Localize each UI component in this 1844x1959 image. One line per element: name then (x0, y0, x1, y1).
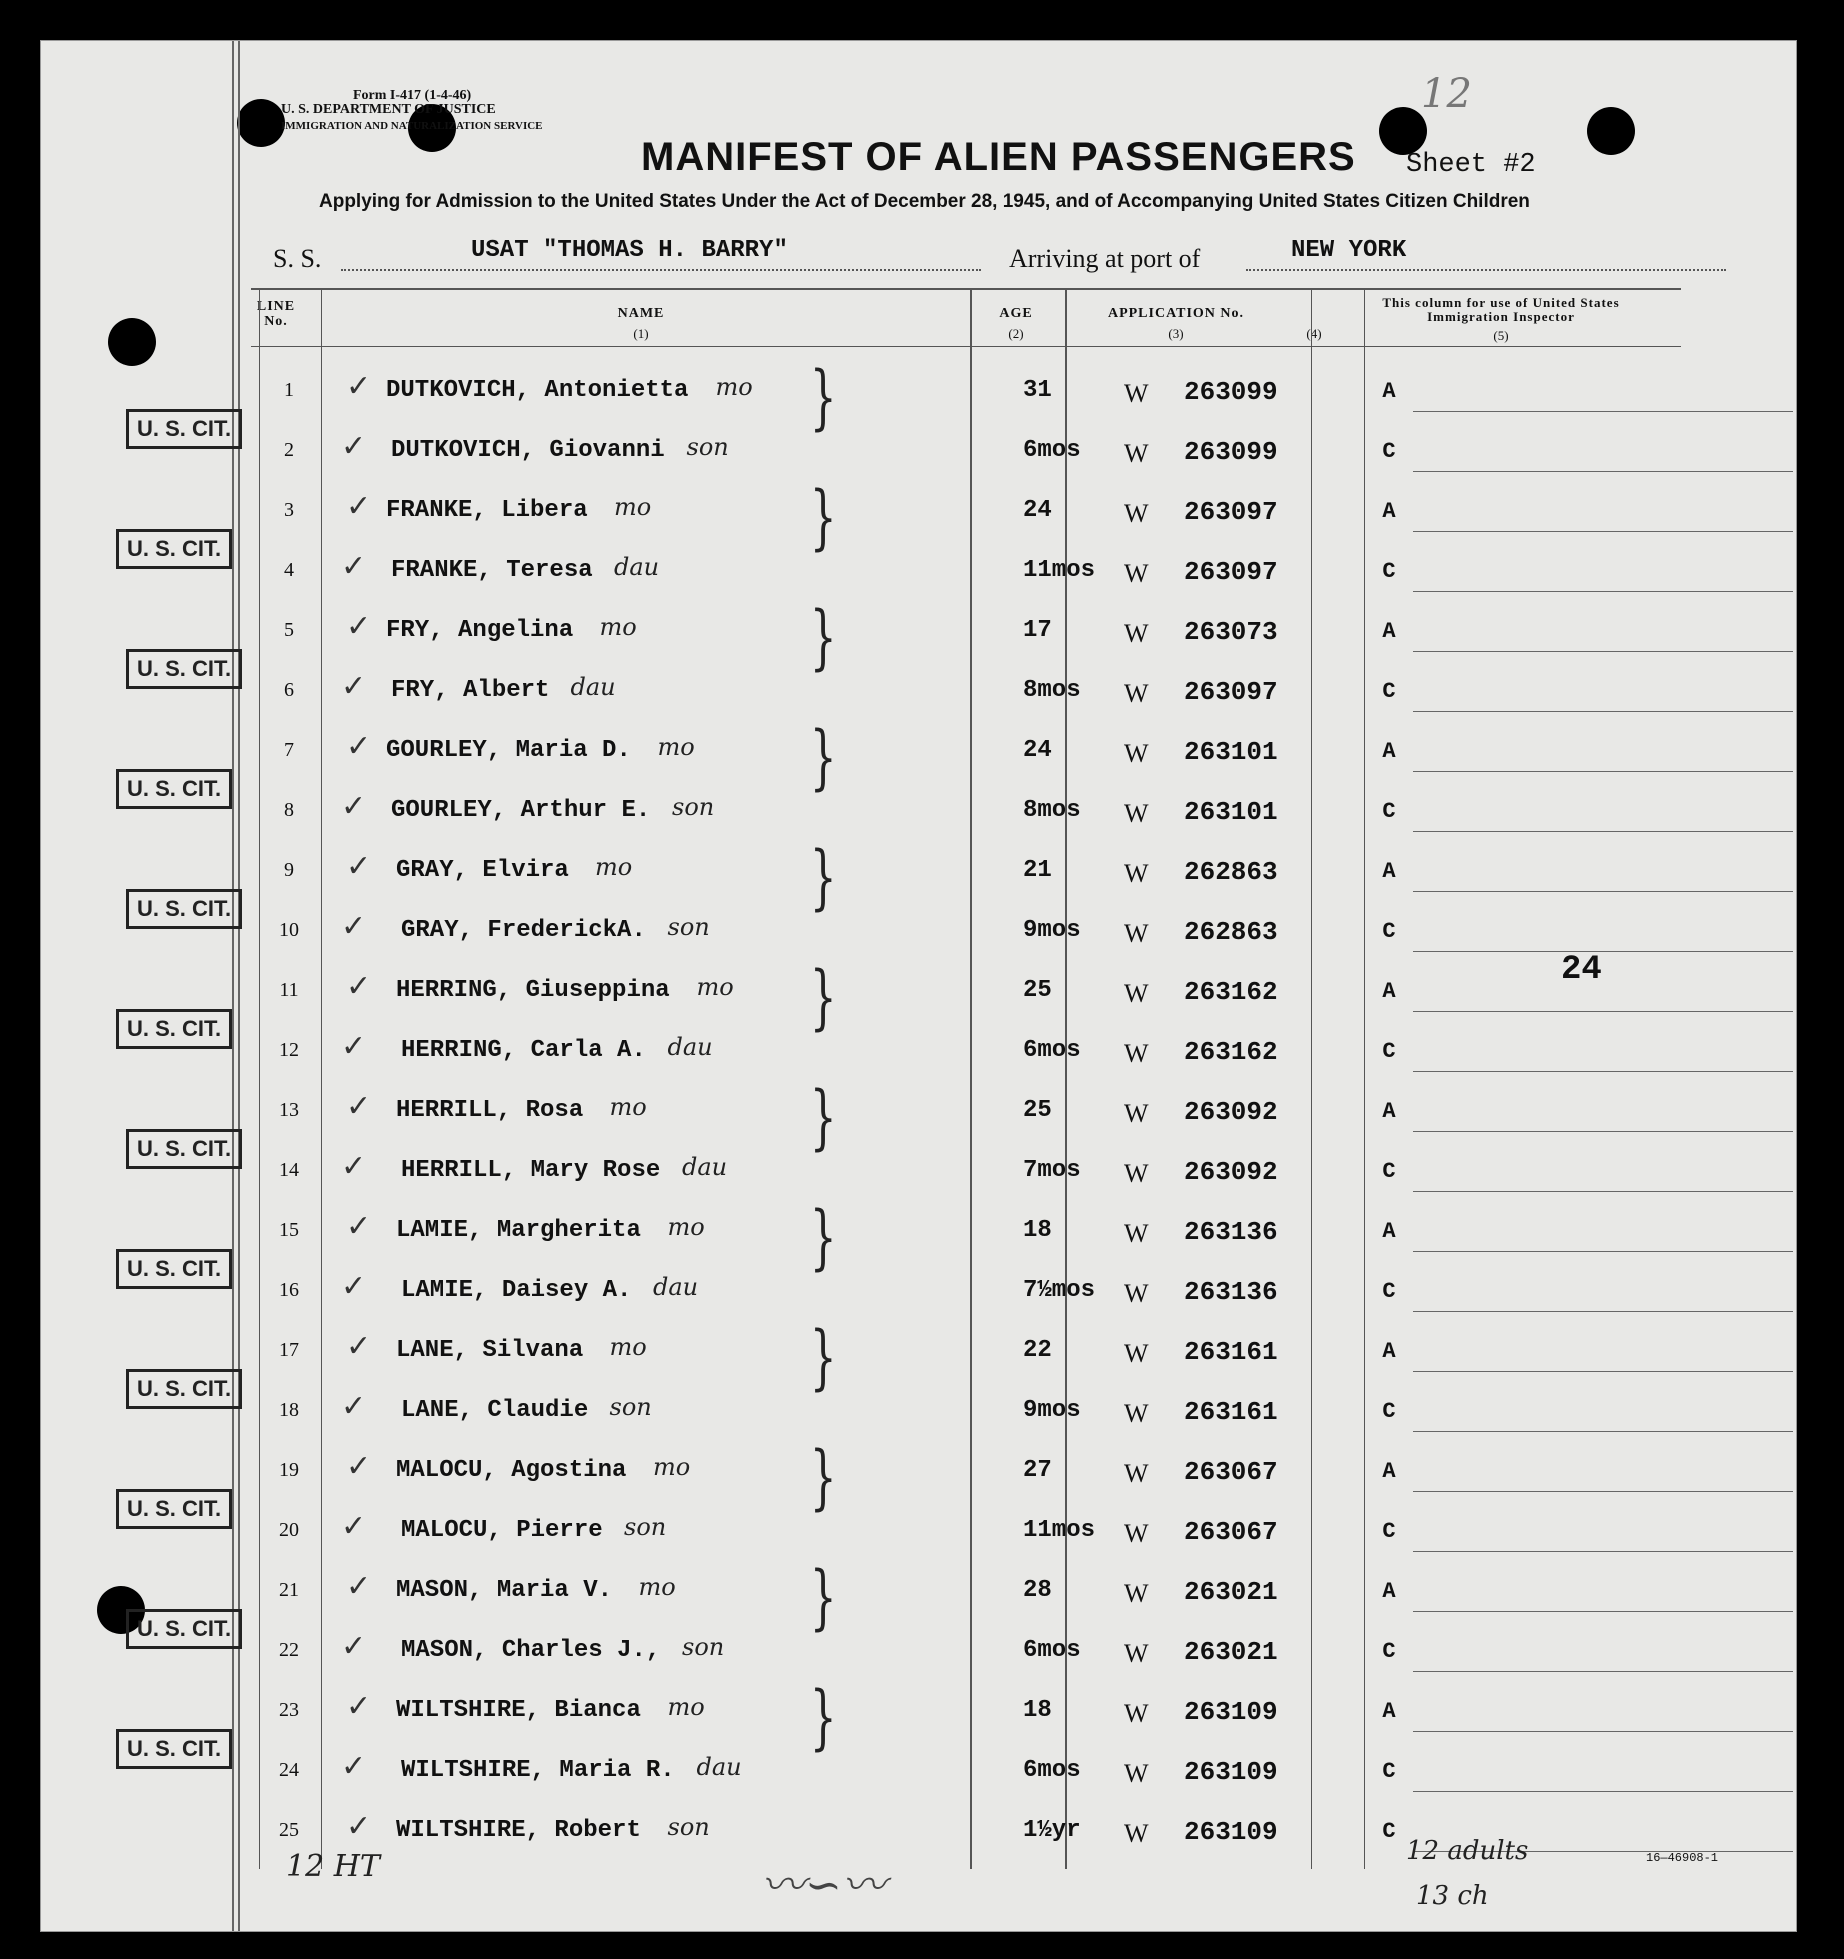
relationship-note: mo (653, 1453, 691, 1481)
application-number: 263101 (1184, 797, 1278, 827)
inspector-row-line (1413, 471, 1793, 472)
page-subtitle: Applying for Admission to the United States Under the Act of December 28, 1945, and of Accompanying United States Citizen Children (319, 191, 1530, 212)
check-mark-icon: ✓ (346, 1209, 372, 1244)
us-citizen-stamp: U. S. CIT. (126, 1609, 242, 1649)
application-prefix: W (1124, 1459, 1149, 1488)
passenger-name: LAMIE, Margherita (396, 1217, 641, 1244)
relationship-note: son (609, 1393, 652, 1421)
application-number: 263099 (1184, 437, 1278, 467)
passenger-age: 21 (1023, 857, 1052, 884)
inspector-row-line (1413, 591, 1793, 592)
relationship-note: mo (599, 613, 637, 641)
us-citizen-stamp: U. S. CIT. (116, 529, 232, 569)
port-name: NEW YORK (1291, 237, 1407, 264)
application-number: 263097 (1184, 497, 1278, 527)
punch-hole (1379, 107, 1427, 155)
application-number: 263136 (1184, 1277, 1278, 1307)
passenger-age: 7½mos (1023, 1277, 1096, 1304)
line-number: 1 (284, 379, 294, 401)
relationship-note: dau (614, 553, 660, 581)
table-top-line (251, 288, 1681, 290)
port-label: Arriving at port of (1009, 244, 1201, 273)
line-number: 5 (284, 619, 294, 641)
inspector-row-line (1413, 771, 1793, 772)
relationship-note: mo (696, 973, 734, 1001)
application-number: 263092 (1184, 1097, 1278, 1127)
class-code: A (1382, 619, 1396, 644)
passenger-name: GOURLEY, Maria D. (386, 737, 631, 764)
application-number: 263162 (1184, 1037, 1278, 1067)
us-citizen-stamp: U. S. CIT. (126, 409, 242, 449)
passenger-age: 31 (1023, 377, 1052, 404)
bottom-note-left: 12 HT (286, 1849, 380, 1884)
class-code: A (1382, 1579, 1396, 1604)
relationship-note: son (686, 433, 729, 461)
class-code: C (1382, 1039, 1396, 1064)
family-brace: } (809, 836, 837, 918)
ship-dotted-line (341, 269, 981, 271)
check-mark-icon: ✓ (346, 1809, 372, 1844)
inspector-row-line (1413, 411, 1793, 412)
passenger-age: 25 (1023, 1097, 1052, 1124)
passenger-name: GRAY, Elvira (396, 857, 569, 884)
application-number: 263161 (1184, 1337, 1278, 1367)
line-number: 17 (279, 1339, 299, 1361)
passenger-age: 11mos (1023, 557, 1096, 584)
family-brace: } (809, 716, 837, 798)
inspector-row-line (1413, 831, 1793, 832)
line-number: 18 (279, 1399, 299, 1421)
passenger-age: 18 (1023, 1697, 1052, 1724)
class-code: A (1382, 1699, 1396, 1724)
relationship-note: mo (609, 1333, 647, 1361)
col-application-number: (3) (1168, 326, 1184, 341)
relationship-note: dau (667, 1033, 713, 1061)
service-name: IMMIGRATION AND NATURALIZATION SERVICE (281, 120, 543, 132)
relationship-note: son (667, 1813, 710, 1841)
passenger-age: 17 (1023, 617, 1052, 644)
relationship-note: mo (638, 1573, 676, 1601)
family-brace: } (809, 1316, 837, 1398)
check-mark-icon: ✓ (341, 1629, 367, 1664)
inspector-row-line (1413, 1131, 1793, 1132)
passenger-age: 9mos (1023, 1397, 1081, 1424)
relationship-note: mo (667, 1213, 705, 1241)
line-number: 6 (284, 679, 294, 701)
us-citizen-stamp: U. S. CIT. (126, 889, 242, 929)
col-application-header: APPLICATION No. (1107, 306, 1245, 321)
check-mark-icon: ✓ (346, 1089, 372, 1124)
class-code: C (1382, 559, 1396, 584)
class-code: C (1382, 1759, 1396, 1784)
passenger-name: HERRING, Carla A. (401, 1037, 646, 1064)
relationship-note: mo (715, 373, 753, 401)
application-number: 263161 (1184, 1397, 1278, 1427)
relationship-note: mo (609, 1093, 647, 1121)
col-4-number: (4) (1306, 326, 1322, 341)
application-prefix: W (1124, 1339, 1149, 1368)
application-number: 263092 (1184, 1157, 1278, 1187)
passenger-age: 27 (1023, 1457, 1052, 1484)
signature: 〰∽〰 (761, 1860, 886, 1911)
inspector-row-line (1413, 1191, 1793, 1192)
check-mark-icon: ✓ (341, 1149, 367, 1184)
passenger-name: DUTKOVICH, Antonietta (386, 377, 689, 404)
passenger-name: FRY, Albert (391, 677, 550, 704)
department-name: U. S. DEPARTMENT OF JUSTICE (281, 102, 496, 117)
passenger-age: 6mos (1023, 1757, 1081, 1784)
col-inspector-header: This column for use of United States Immigration Inspector (1382, 295, 1620, 324)
application-prefix: W (1124, 1159, 1149, 1188)
us-citizen-stamp: U. S. CIT. (116, 1009, 232, 1049)
passenger-age: 18 (1023, 1217, 1052, 1244)
family-brace: } (809, 1436, 837, 1518)
line-number: 19 (279, 1459, 299, 1481)
check-mark-icon: ✓ (341, 1749, 367, 1784)
check-mark-icon: ✓ (341, 909, 367, 944)
application-prefix: W (1124, 439, 1149, 468)
line-number: 25 (279, 1819, 299, 1841)
passenger-name: HERRING, Giuseppina (396, 977, 670, 1004)
relationship-note: son (667, 913, 710, 941)
punch-hole (237, 99, 285, 147)
inspector-row-line (1413, 1671, 1793, 1672)
class-code: A (1382, 1339, 1396, 1364)
manifest-sheet (40, 40, 1797, 1932)
application-prefix: W (1124, 1579, 1149, 1608)
passenger-name: LAMIE, Daisey A. (401, 1277, 632, 1304)
us-citizen-stamp: U. S. CIT. (116, 1489, 232, 1529)
inspector-row-line (1413, 1731, 1793, 1732)
check-mark-icon: ✓ (341, 789, 367, 824)
class-code: C (1382, 679, 1396, 704)
us-citizen-stamp: U. S. CIT. (126, 1369, 242, 1409)
family-brace: } (809, 356, 837, 438)
passenger-name: GOURLEY, Arthur E. (391, 797, 651, 824)
passenger-age: 9mos (1023, 917, 1081, 944)
form-number: Form I-417 (1-4-46) (353, 88, 472, 103)
col-line-no-header: LINE No. (256, 299, 296, 329)
relationship-note: son (672, 793, 715, 821)
check-mark-icon: ✓ (346, 489, 372, 524)
passenger-name: MASON, Charles J., (401, 1637, 661, 1664)
passenger-name: GRAY, FrederickA. (401, 917, 646, 944)
punch-hole (1587, 107, 1635, 155)
passenger-name: DUTKOVICH, Giovanni (391, 437, 665, 464)
application-prefix: W (1124, 979, 1149, 1008)
line-number: 13 (279, 1099, 299, 1121)
line-number: 21 (279, 1579, 299, 1601)
ship-name: USAT "THOMAS H. BARRY" (471, 237, 788, 264)
line-number: 23 (279, 1699, 299, 1721)
application-prefix: W (1124, 1519, 1149, 1548)
class-code: C (1382, 799, 1396, 824)
class-code: A (1382, 739, 1396, 764)
check-mark-icon: ✓ (341, 429, 367, 464)
passenger-name: MALOCU, Agostina (396, 1457, 627, 1484)
family-brace: } (809, 1196, 837, 1278)
application-prefix: W (1124, 619, 1149, 648)
inspector-row-line (1413, 711, 1793, 712)
application-prefix: W (1124, 1279, 1149, 1308)
family-brace: } (809, 1076, 837, 1158)
check-mark-icon: ✓ (341, 1509, 367, 1544)
inspector-row-line (1413, 1491, 1793, 1492)
passenger-age: 8mos (1023, 797, 1081, 824)
line-number: 7 (284, 739, 294, 761)
passenger-age: 7mos (1023, 1157, 1081, 1184)
line-number: 14 (279, 1159, 299, 1181)
line-number: 10 (279, 919, 299, 941)
passenger-age: 1½yr (1023, 1817, 1081, 1844)
inspector-row-line (1413, 1311, 1793, 1312)
check-mark-icon: ✓ (346, 369, 372, 404)
class-code: C (1382, 1279, 1396, 1304)
relationship-note: mo (595, 853, 633, 881)
check-mark-icon: ✓ (346, 609, 372, 644)
passenger-name: FRANKE, Libera (386, 497, 588, 524)
line-number: 16 (279, 1279, 299, 1301)
passenger-age: 24 (1023, 737, 1052, 764)
check-mark-icon: ✓ (346, 729, 372, 764)
col-name-header: NAME (617, 306, 665, 321)
class-code: A (1382, 1459, 1396, 1484)
us-citizen-stamp: U. S. CIT. (116, 1249, 232, 1289)
inspector-row-line (1413, 1791, 1793, 1792)
passenger-name: WILTSHIRE, Robert (396, 1817, 641, 1844)
relationship-note: mo (614, 493, 652, 521)
check-mark-icon: ✓ (346, 1569, 372, 1604)
check-mark-icon: ✓ (341, 1269, 367, 1304)
check-mark-icon: ✓ (346, 1329, 372, 1364)
check-mark-icon: ✓ (346, 1689, 372, 1724)
line-number: 22 (279, 1639, 299, 1661)
port-dotted-line (1246, 269, 1726, 271)
application-prefix: W (1124, 1039, 1149, 1068)
application-prefix: W (1124, 1399, 1149, 1428)
application-number: 263067 (1184, 1517, 1278, 1547)
class-code: C (1382, 1639, 1396, 1664)
line-number: 3 (284, 499, 294, 521)
line-number: 4 (284, 559, 294, 581)
line-number: 12 (279, 1039, 299, 1061)
inspector-row-line (1413, 651, 1793, 652)
relationship-note: mo (657, 733, 695, 761)
passenger-age: 6mos (1023, 1037, 1081, 1064)
inspector-row-line (1413, 1551, 1793, 1552)
class-code: C (1382, 1399, 1396, 1424)
application-prefix: W (1124, 799, 1149, 828)
application-prefix: W (1124, 379, 1149, 408)
ss-label: S. S. (273, 244, 322, 273)
print-code: 16—46908-1 (1646, 1851, 1719, 1865)
inspector-row-line (1413, 891, 1793, 892)
page-title: MANIFEST OF ALIEN PASSENGERS (641, 135, 1356, 179)
application-number: 263109 (1184, 1697, 1278, 1727)
application-prefix: W (1124, 499, 1149, 528)
application-number: 262863 (1184, 857, 1278, 887)
inspector-row-line (1413, 1251, 1793, 1252)
relationship-note: dau (570, 673, 616, 701)
us-citizen-stamp: U. S. CIT. (116, 769, 232, 809)
line-number: 2 (284, 439, 294, 461)
check-mark-icon: ✓ (346, 969, 372, 1004)
relationship-note: mo (667, 1693, 705, 1721)
family-brace: } (809, 476, 837, 558)
application-number: 263073 (1184, 617, 1278, 647)
col-age-number: (2) (1008, 326, 1024, 341)
passenger-name: HERRILL, Mary Rose (401, 1157, 661, 1184)
application-prefix: W (1124, 559, 1149, 588)
class-code: C (1382, 1519, 1396, 1544)
line-number: 20 (279, 1519, 299, 1541)
application-number: 263101 (1184, 737, 1278, 767)
check-mark-icon: ✓ (341, 669, 367, 704)
col-age-header: AGE (999, 306, 1033, 321)
family-brace: } (809, 1556, 837, 1638)
class-code: A (1382, 499, 1396, 524)
header-bottom-line (251, 346, 1681, 347)
application-prefix: W (1124, 1699, 1149, 1728)
passenger-name: LANE, Silvana (396, 1337, 584, 1364)
family-brace: } (809, 1676, 837, 1758)
inspector-row-line (1413, 1071, 1793, 1072)
line-number: 11 (279, 979, 299, 1001)
check-mark-icon: ✓ (346, 849, 372, 884)
class-code: C (1382, 1819, 1396, 1844)
passenger-age: 25 (1023, 977, 1052, 1004)
top-note: 12 (1421, 71, 1472, 117)
line-number: 8 (284, 799, 294, 821)
check-mark-icon: ✓ (341, 1389, 367, 1424)
application-prefix: W (1124, 679, 1149, 708)
passenger-age: 24 (1023, 497, 1052, 524)
passenger-name: FRY, Angelina (386, 617, 574, 644)
application-number: 263097 (1184, 557, 1278, 587)
passenger-age: 22 (1023, 1337, 1052, 1364)
passenger-name: MASON, Maria V. (396, 1577, 613, 1604)
application-prefix: W (1124, 1099, 1149, 1128)
line-number: 15 (279, 1219, 299, 1241)
punch-hole (108, 318, 156, 366)
class-code: C (1382, 439, 1396, 464)
line-number: 9 (284, 859, 294, 881)
application-prefix: W (1124, 919, 1149, 948)
class-code: A (1382, 379, 1396, 404)
application-number: 263109 (1184, 1817, 1278, 1847)
inspector-row-line (1413, 531, 1793, 532)
application-number: 263136 (1184, 1217, 1278, 1247)
passenger-age: 6mos (1023, 437, 1081, 464)
application-prefix: W (1124, 1819, 1149, 1848)
application-number: 263021 (1184, 1577, 1278, 1607)
class-code: A (1382, 1099, 1396, 1124)
class-code: A (1382, 979, 1396, 1004)
inspector-row-line (1413, 951, 1793, 952)
passenger-name: HERRILL, Rosa (396, 1097, 584, 1124)
us-citizen-stamp: U. S. CIT. (126, 1129, 242, 1169)
application-number: 263067 (1184, 1457, 1278, 1487)
passenger-name: FRANKE, Teresa (391, 557, 593, 584)
application-number: 263097 (1184, 677, 1278, 707)
application-prefix: W (1124, 1639, 1149, 1668)
passenger-name: WILTSHIRE, Maria R. (401, 1757, 675, 1784)
class-code: C (1382, 1159, 1396, 1184)
inspector-row-line (1413, 1011, 1793, 1012)
application-number: 262863 (1184, 917, 1278, 947)
passenger-age: 28 (1023, 1577, 1052, 1604)
sheet-number: Sheet #2 (1406, 150, 1536, 180)
application-number: 263099 (1184, 377, 1278, 407)
col-inspector-number: (5) (1493, 328, 1509, 343)
check-mark-icon: ✓ (346, 1449, 372, 1484)
inspector-row-line (1413, 1611, 1793, 1612)
application-number: 263162 (1184, 977, 1278, 1007)
line-number: 24 (279, 1759, 299, 1781)
check-mark-icon: ✓ (341, 1029, 367, 1064)
application-prefix: W (1124, 1759, 1149, 1788)
relationship-note: son (624, 1513, 667, 1541)
check-mark-icon: ✓ (341, 549, 367, 584)
passenger-name: MALOCU, Pierre (401, 1517, 603, 1544)
relationship-note: dau (696, 1753, 742, 1781)
family-brace: } (809, 596, 837, 678)
inspector-note: 24 (1561, 951, 1602, 989)
relationship-note: dau (682, 1153, 728, 1181)
us-citizen-stamp: U. S. CIT. (116, 1729, 232, 1769)
bottom-note-right-2: 13 ch (1416, 1881, 1489, 1911)
family-brace: } (809, 956, 837, 1038)
col-name-number: (1) (633, 326, 649, 341)
passenger-name: LANE, Claudie (401, 1397, 589, 1424)
application-number: 263109 (1184, 1757, 1278, 1787)
application-prefix: W (1124, 1219, 1149, 1248)
bottom-note-right-1: 12 adults (1406, 1836, 1529, 1866)
us-citizen-stamp: U. S. CIT. (126, 649, 242, 689)
class-code: A (1382, 1219, 1396, 1244)
relationship-note: dau (653, 1273, 699, 1301)
application-number: 263021 (1184, 1637, 1278, 1667)
class-code: C (1382, 919, 1396, 944)
application-prefix: W (1124, 739, 1149, 768)
passenger-age: 11mos (1023, 1517, 1096, 1544)
class-code: A (1382, 859, 1396, 884)
passenger-age: 6mos (1023, 1637, 1081, 1664)
inspector-row-line (1413, 1431, 1793, 1432)
application-prefix: W (1124, 859, 1149, 888)
passenger-name: WILTSHIRE, Bianca (396, 1697, 641, 1724)
passenger-age: 8mos (1023, 677, 1081, 704)
inspector-row-line (1413, 1371, 1793, 1372)
relationship-note: son (682, 1633, 725, 1661)
